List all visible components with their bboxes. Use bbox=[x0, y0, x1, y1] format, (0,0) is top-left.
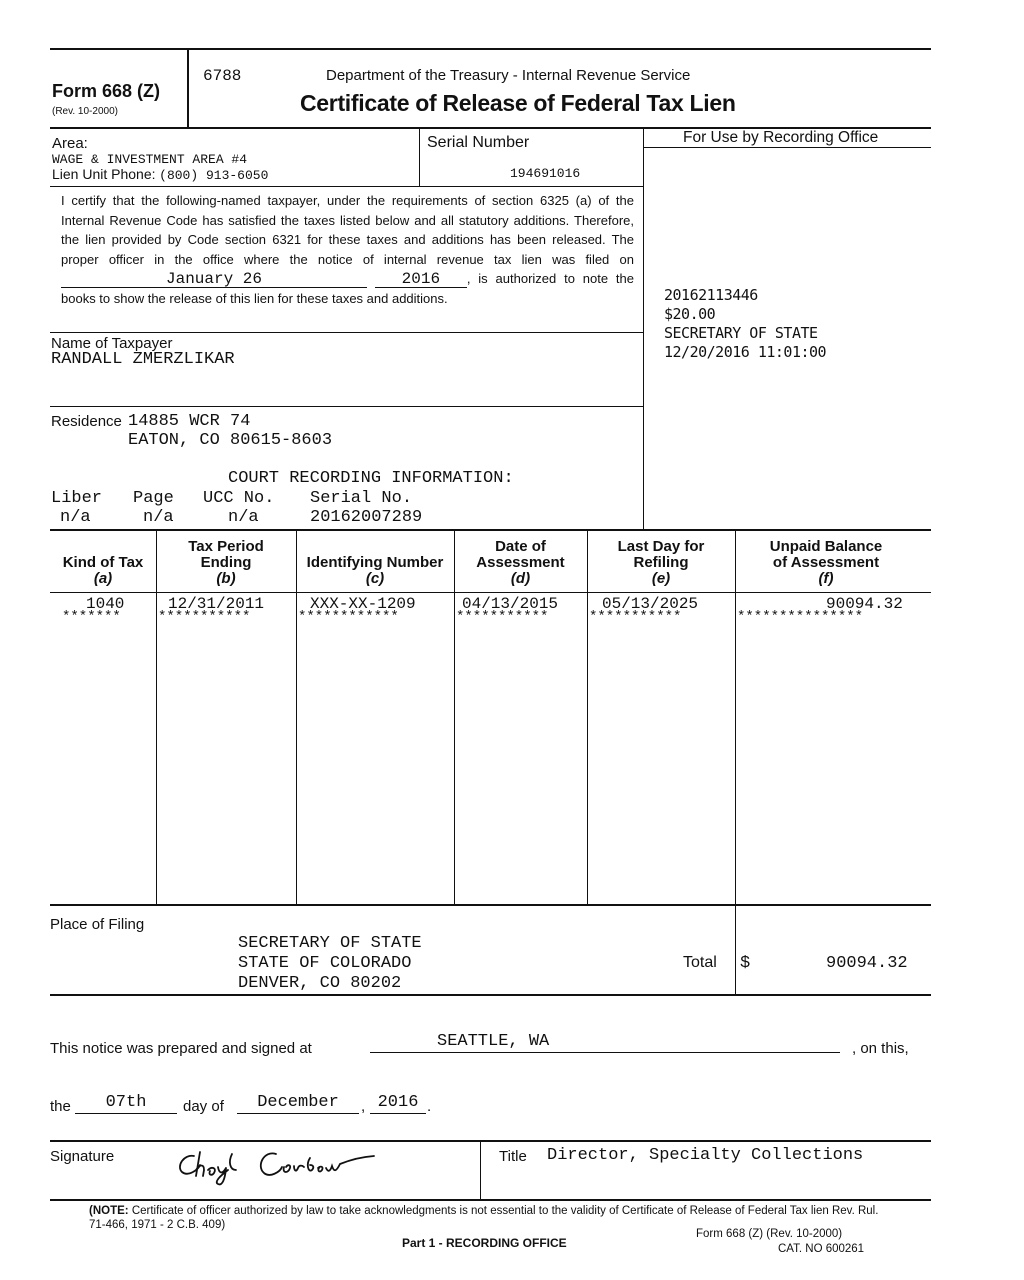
residence-address-1: 14885 WCR 74 bbox=[128, 412, 251, 431]
serial-number-label: Serial Number bbox=[427, 134, 530, 151]
form-name: Form 668 (Z) bbox=[52, 81, 161, 101]
signature-image bbox=[172, 1140, 382, 1190]
footer-form-ref: Form 668 (Z) (Rev. 10-2000) bbox=[696, 1228, 843, 1240]
residence-label: Residence bbox=[51, 413, 122, 430]
col-header-identifying-number: Identifying Number (c) bbox=[306, 554, 444, 587]
footer-cat-no: CAT. NO 600261 bbox=[778, 1243, 865, 1255]
phone-number: (800) 913-6050 bbox=[159, 168, 269, 183]
stamp-datetime: 12/20/2016 11:01:00 bbox=[664, 343, 827, 361]
stars-b: *********** bbox=[158, 609, 251, 625]
date-comma: , bbox=[361, 1098, 366, 1115]
document-title: Certificate of Release of Federal Tax Lien bbox=[300, 90, 736, 116]
filing-line-1: SECRETARY OF STATE bbox=[238, 934, 422, 953]
stars-e: *********** bbox=[589, 609, 682, 625]
filed-year: 2016 bbox=[375, 271, 467, 288]
recording-stamp bbox=[664, 286, 826, 362]
page-value: n/a bbox=[143, 508, 174, 527]
stamp-reception-number: 20162113446 bbox=[664, 286, 758, 304]
court-serial-label: Serial No. bbox=[310, 489, 413, 508]
stars-d: *********** bbox=[456, 609, 549, 625]
lien-phone bbox=[52, 166, 268, 183]
footer-part: Part 1 - RECORDING OFFICE bbox=[402, 1236, 567, 1250]
signature-label: Signature bbox=[50, 1148, 115, 1165]
cell-kind-of-tax: 1040 bbox=[86, 595, 125, 613]
court-recording-heading: COURT RECORDING INFORMATION: bbox=[228, 469, 514, 488]
on-this-text: , on this, bbox=[852, 1040, 909, 1057]
footer-note: (NOTE: Certificate of officer authorized by law to take acknowledgments is not essential to the validity of Certificate of Release of Federal Tax lien Rev. Rul. 71-466, 1971 - 2 C.B. 409) bbox=[89, 1205, 879, 1231]
prepared-month: December bbox=[237, 1093, 359, 1114]
filing-line-2: STATE OF COLORADO bbox=[238, 954, 412, 973]
prepared-text: This notice was prepared and signed at bbox=[50, 1040, 312, 1057]
certification-text: I certify that the following-named taxpayer, under the requirements of section 6325 (a) of the Internal Revenue Code has satisfied the taxes listed below and all statutory additions. Therefore, the lien provided by Code section 6321 for these taxes and additions has been released. The proper officer in the office where the notice of internal revenue tax lien was filed on January 26 2016 , is authorized to note the books to show the release of this lien for these taxes and additions. bbox=[61, 193, 634, 306]
ucc-value: n/a bbox=[228, 508, 259, 527]
col-header-last-day-refiling: Last Day for Refiling (e) bbox=[617, 538, 705, 587]
area-label: Area: bbox=[52, 135, 88, 152]
residence-address-2: EATON, CO 80615-8603 bbox=[128, 431, 333, 450]
cell-date-of-assessment: 04/13/2015 bbox=[462, 595, 559, 613]
page-label: Page bbox=[133, 489, 174, 508]
date-period: . bbox=[427, 1098, 432, 1115]
cell-last-day-refiling: 05/13/2025 bbox=[602, 595, 699, 613]
signer-title: Director, Specialty Collections bbox=[547, 1146, 864, 1165]
stars-a: ******* bbox=[62, 609, 121, 625]
stars-c: ************ bbox=[298, 609, 399, 625]
ucc-label: UCC No. bbox=[203, 489, 275, 508]
prepared-year: 2016 bbox=[370, 1093, 426, 1114]
stars-f: *************** bbox=[737, 609, 864, 625]
area-name: WAGE & INVESTMENT AREA #4 bbox=[52, 152, 248, 167]
total-label: Total bbox=[683, 954, 717, 971]
form-revision: (Rev. 10-2000) bbox=[52, 106, 118, 117]
total-currency: $ bbox=[740, 954, 751, 973]
cell-identifying-number: XXX-XX-1209 bbox=[310, 595, 416, 613]
liber-label: Liber bbox=[51, 489, 103, 508]
cell-unpaid-balance: 90094.32 bbox=[826, 595, 903, 613]
court-serial-value: 20162007289 bbox=[310, 508, 423, 527]
stamp-fee: $20.00 bbox=[664, 305, 716, 323]
total-amount: 90094.32 bbox=[826, 954, 908, 973]
col-header-unpaid-balance: Unpaid Balance of Assessment (f) bbox=[769, 538, 883, 587]
day-of-text: day of bbox=[183, 1098, 224, 1115]
phone-label: Lien Unit Phone: bbox=[52, 166, 156, 182]
the-text: the bbox=[50, 1098, 71, 1115]
filing-line-3: DENVER, CO 80202 bbox=[238, 974, 402, 993]
col-header-tax-period: Tax Period Ending (b) bbox=[188, 538, 264, 587]
cell-tax-period: 12/31/2011 bbox=[168, 595, 265, 613]
stamp-office: SECRETARY OF STATE bbox=[664, 324, 818, 342]
serial-number-value: 194691016 bbox=[510, 166, 581, 181]
prepared-day: 07th bbox=[75, 1093, 177, 1114]
filed-date: January 26 bbox=[61, 271, 367, 288]
form-code: 6788 bbox=[203, 67, 242, 85]
liber-value: n/a bbox=[60, 508, 91, 527]
department-name: Department of the Treasury - Internal Revenue Service bbox=[326, 67, 691, 84]
taxpayer-name-label: Name of Taxpayer bbox=[51, 335, 173, 352]
place-of-filing-label: Place of Filing bbox=[50, 916, 145, 933]
col-header-date-of-assessment: Date of Assessment (d) bbox=[476, 538, 565, 587]
recording-office-label: For Use by Recording Office bbox=[683, 129, 879, 146]
col-header-kind-of-tax: Kind of Tax (a) bbox=[62, 554, 144, 587]
taxpayer-name: RANDALL ZMERZLIKAR bbox=[51, 350, 235, 369]
prepared-place: SEATTLE, WA bbox=[370, 1032, 840, 1053]
title-label: Title bbox=[499, 1148, 527, 1165]
